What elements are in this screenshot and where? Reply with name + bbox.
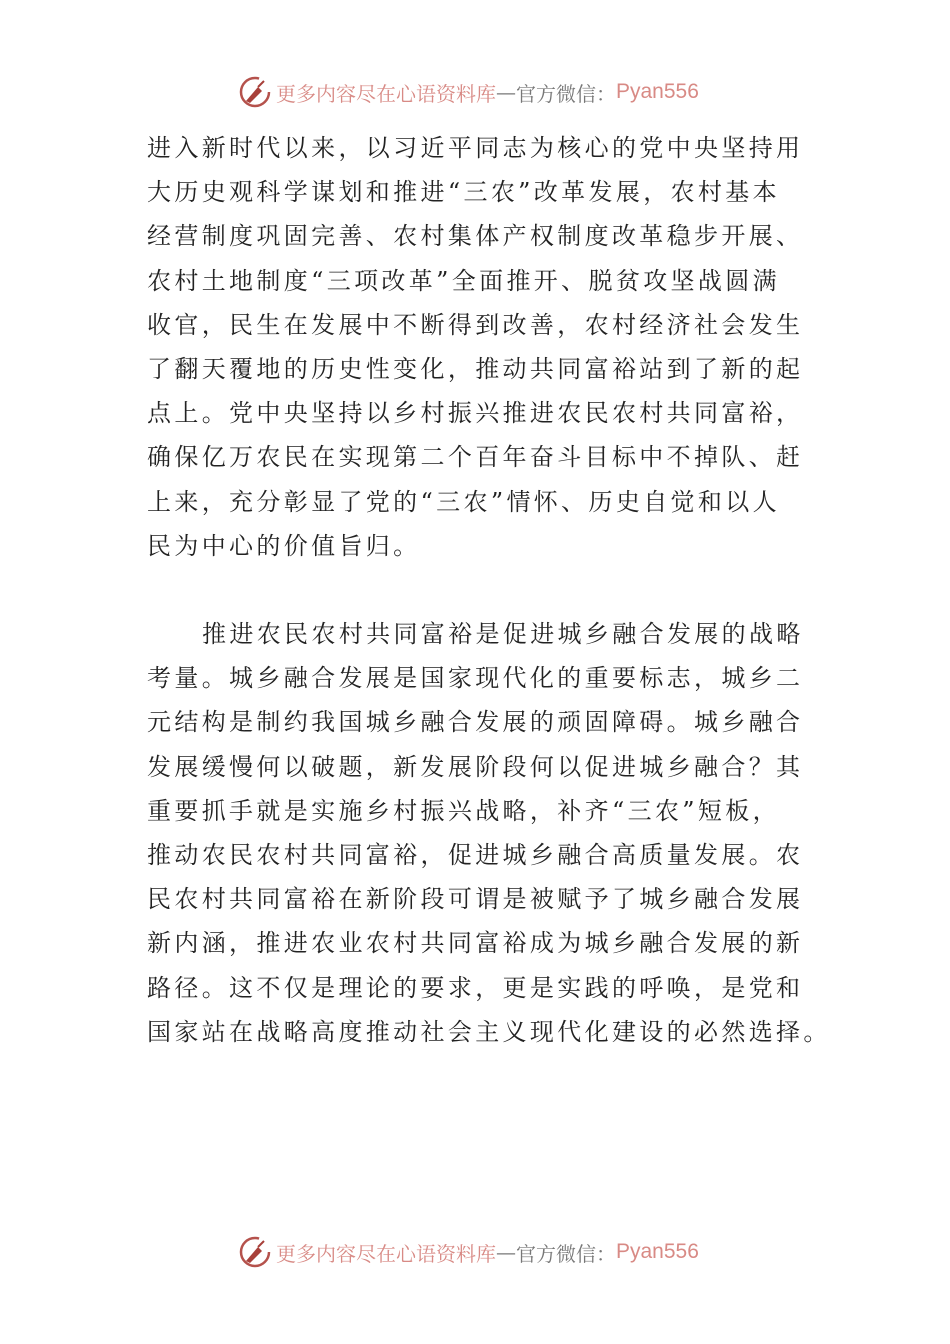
text-line: 收官，民生在发展中不断得到改善，农村经济社会发生 [147, 310, 804, 339]
text-line: 新内涵，推进农业农村共同富裕成为城乡融合发展的新 [147, 929, 804, 958]
banner-wechat-label: 官方微信： [516, 81, 616, 106]
text-line: 推进农民农村共同富裕是促进城乡融合发展的战略 [202, 620, 804, 648]
text-line: 民农村共同富裕在新阶段可谓是被赋予了城乡融合发展 [147, 885, 804, 914]
text-line: 确保亿万农民在实现第二个百年奋斗目标中不掉队、赶 [147, 443, 804, 472]
text-line: 经营制度巩固完善、农村集体产权制度改革稳步开展、 [147, 222, 804, 251]
text-line: 了翻天覆地的历史性变化，推动共同富裕站到了新的起 [147, 354, 804, 383]
banner-dash: — [496, 1240, 516, 1264]
banner-wechat-id: Pyan556 [616, 80, 699, 103]
text-line: 进入新时代以来，以习近平同志为核心的党中央坚持用 [147, 134, 804, 162]
banner-wechat-id: Pyan556 [616, 1240, 699, 1263]
text-line: 发展缓慢何以破题，新发展阶段何以促进城乡融合？其 [147, 752, 804, 781]
paragraph-1 [147, 126, 847, 568]
text-line: 考量。城乡融合发展是国家现代化的重要标志，城乡二 [147, 664, 804, 693]
text-line: 路径。这不仅是理论的要求，更是实践的呼唤，是党和 [147, 973, 804, 1002]
text-line: 点上。党中央坚持以乡村振兴推进农民农村共同富裕， [147, 399, 804, 428]
pen-logo-icon [238, 1235, 272, 1269]
banner-text: 更多内容尽在心语资料库 [276, 1241, 496, 1266]
text-line: 农村土地制度“三项改革”全面推开、脱贫攻坚战圆满 [147, 266, 780, 295]
text-line: 民为中心的价值旨归。 [147, 531, 421, 560]
text-line: 上来，充分彰显了党的“三农”情怀、历史自觉和以人 [147, 487, 780, 516]
paragraph-2 [147, 612, 847, 1054]
text-line: 推动农民农村共同富裕，促进城乡融合高质量发展。农 [147, 840, 804, 869]
banner-wechat-label: 官方微信： [516, 1241, 616, 1266]
pen-logo-icon [238, 75, 272, 109]
text-line: 大历史观科学谋划和推进“三农”改革发展，农村基本 [147, 178, 780, 207]
banner-dash: — [496, 80, 516, 104]
text-line: 重要抓手就是实施乡村振兴战略，补齐“三农”短板， [147, 796, 780, 825]
text-line: 元结构是制约我国城乡融合发展的顽固障碍。城乡融合 [147, 708, 804, 737]
text-line: 国家站在战略高度推动社会主义现代化建设的必然选择。 [147, 1017, 831, 1046]
banner-text: 更多内容尽在心语资料库 [276, 81, 496, 106]
header-banner [238, 72, 699, 112]
footer-banner [238, 1232, 699, 1272]
